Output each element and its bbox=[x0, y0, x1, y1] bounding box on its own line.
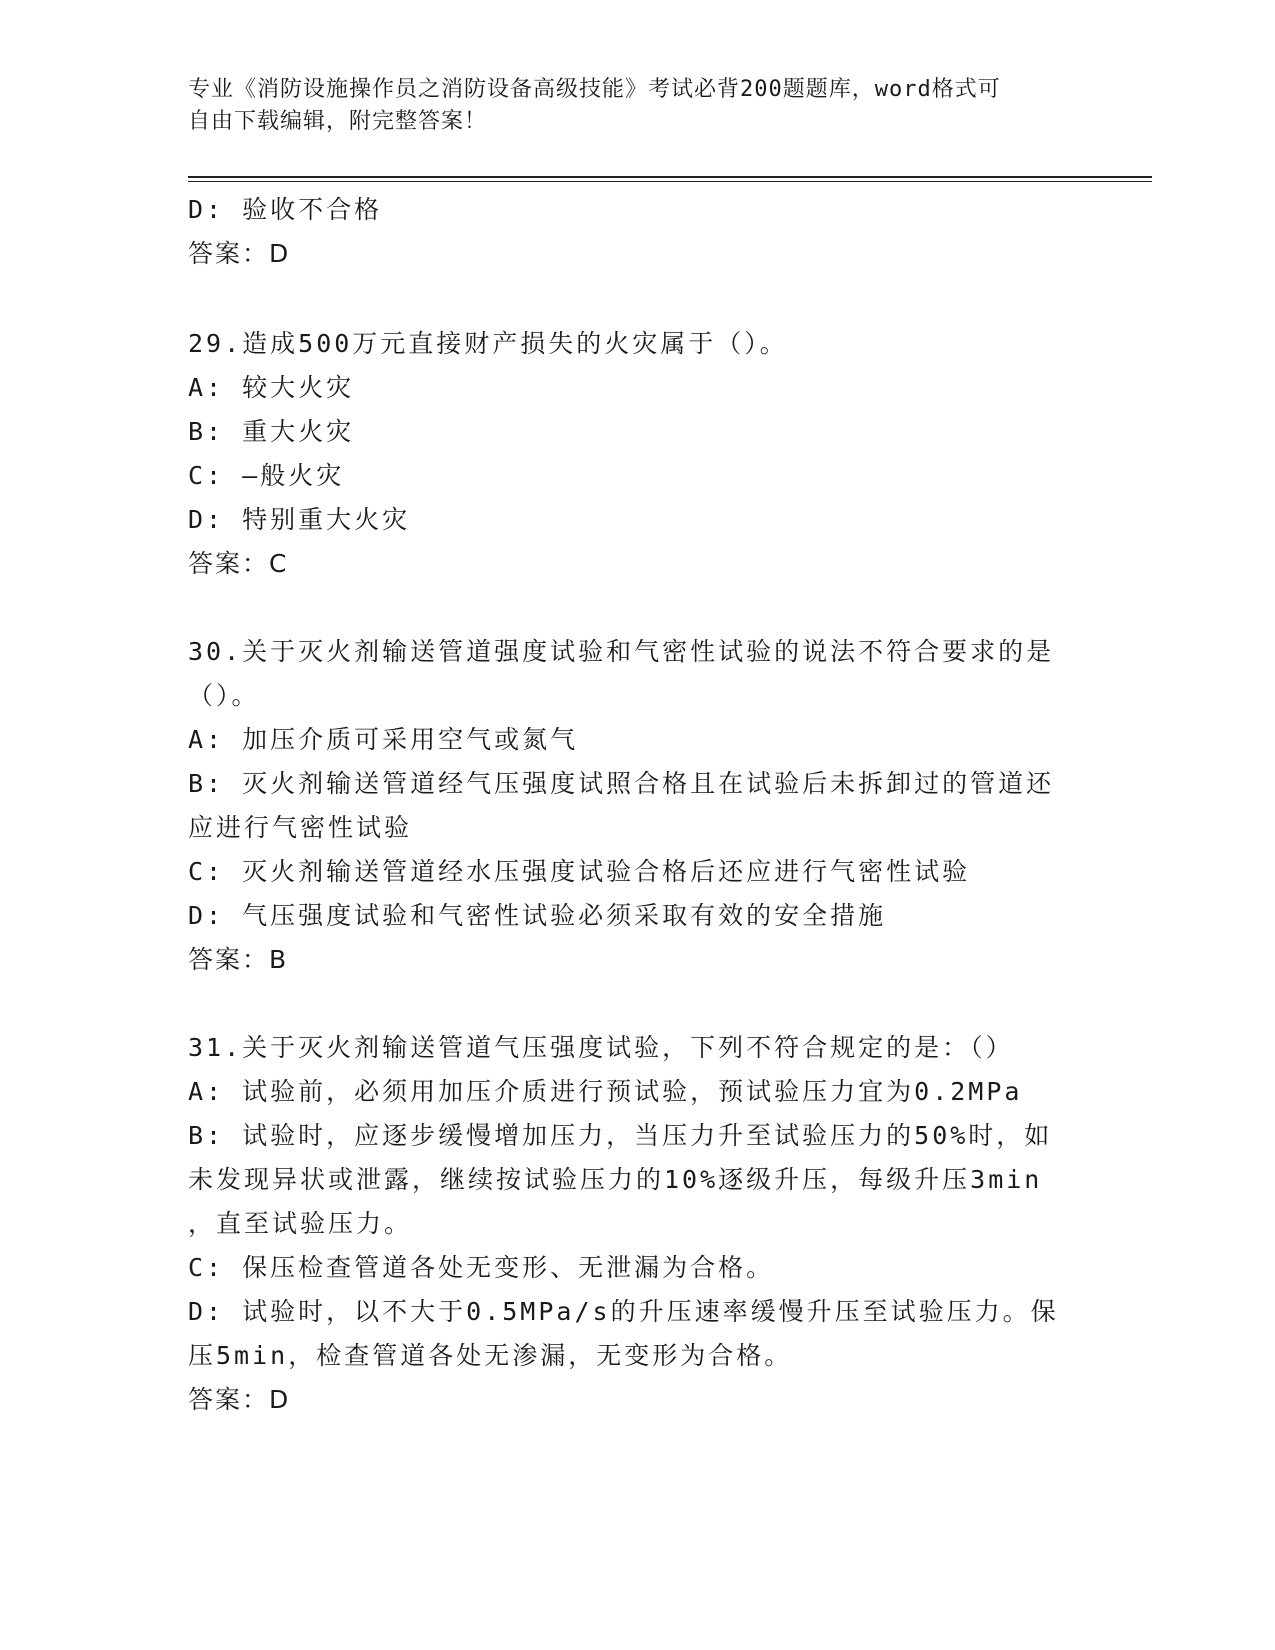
q30-option-b-line-2: 应进行气密性试验 bbox=[188, 813, 413, 842]
q29-option-c: C: —般火灾 bbox=[188, 461, 345, 490]
q31-option-d-line-2: 压5min，检查管道各处无渗漏，无变形为合格。 bbox=[188, 1341, 793, 1370]
page-header bbox=[188, 74, 1068, 138]
header-rule-thick bbox=[188, 176, 1152, 178]
header-title-line-2: 自由下载编辑，附完整答案！ bbox=[188, 109, 488, 134]
q30-answer: 答案：B bbox=[188, 945, 289, 974]
q30-option-c: C: 灭火剂输送管道经水压强度试验合格后还应进行气密性试验 bbox=[188, 857, 971, 886]
q31-stem: 31.关于灭火剂输送管道气压强度试验，下列不符合规定的是：（） bbox=[188, 1033, 1014, 1062]
q31-option-b-line-3: ，直至试验压力。 bbox=[188, 1209, 413, 1238]
q31-answer: 答案：D bbox=[188, 1385, 291, 1414]
q31-option-b-line-2: 未发现异状或泄露，继续按试验压力的10%逐级升压，每级升压3min bbox=[188, 1165, 1043, 1194]
q31-option-b-line-1: B: 试验时，应逐步缓慢增加压力，当压力升至试验压力的50%时，如 bbox=[188, 1121, 1053, 1150]
q29-option-a: A: 较大火灾 bbox=[188, 373, 355, 402]
header-title-line-1: 专业《消防设施操作员之消防设备高级技能》考试必背200题题库，word格式可 bbox=[188, 77, 1001, 102]
q31-option-d-line-1: D: 试验时，以不大于0.5MPa/s的升压速率缓慢升压至试验压力。保 bbox=[188, 1297, 1059, 1326]
q30-stem-line-1: 30.关于灭火剂输送管道强度试验和气密性试验的说法不符合要求的是 bbox=[188, 637, 1055, 666]
q30-stem-line-2: （）。 bbox=[188, 681, 260, 710]
q29-answer: 答案：C bbox=[188, 549, 289, 578]
q28-answer: 答案：D bbox=[188, 239, 291, 268]
q30-option-d: D: 气压强度试验和气密性试验必须采取有效的安全措施 bbox=[188, 901, 887, 930]
q30-option-a: A: 加压介质可采用空气或氮气 bbox=[188, 725, 579, 754]
q28-option-d: D: 验收不合格 bbox=[188, 195, 383, 224]
q29-option-d: D: 特别重大火灾 bbox=[188, 505, 411, 534]
q29-stem: 29.造成500万元直接财产损失的火灾属于（）。 bbox=[188, 329, 788, 358]
header-rule-thin bbox=[188, 181, 1152, 182]
q31-option-c: C: 保压检查管道各处无变形、无泄漏为合格。 bbox=[188, 1253, 775, 1282]
q29-option-b: B: 重大火灾 bbox=[188, 417, 355, 446]
q31-option-a: A: 试验前，必须用加压介质进行预试验，预试验压力宜为0.2MPa bbox=[188, 1077, 1023, 1106]
q30-option-b-line-1: B: 灭火剂输送管道经气压强度试照合格且在试验后未拆卸过的管道还 bbox=[188, 769, 1055, 798]
